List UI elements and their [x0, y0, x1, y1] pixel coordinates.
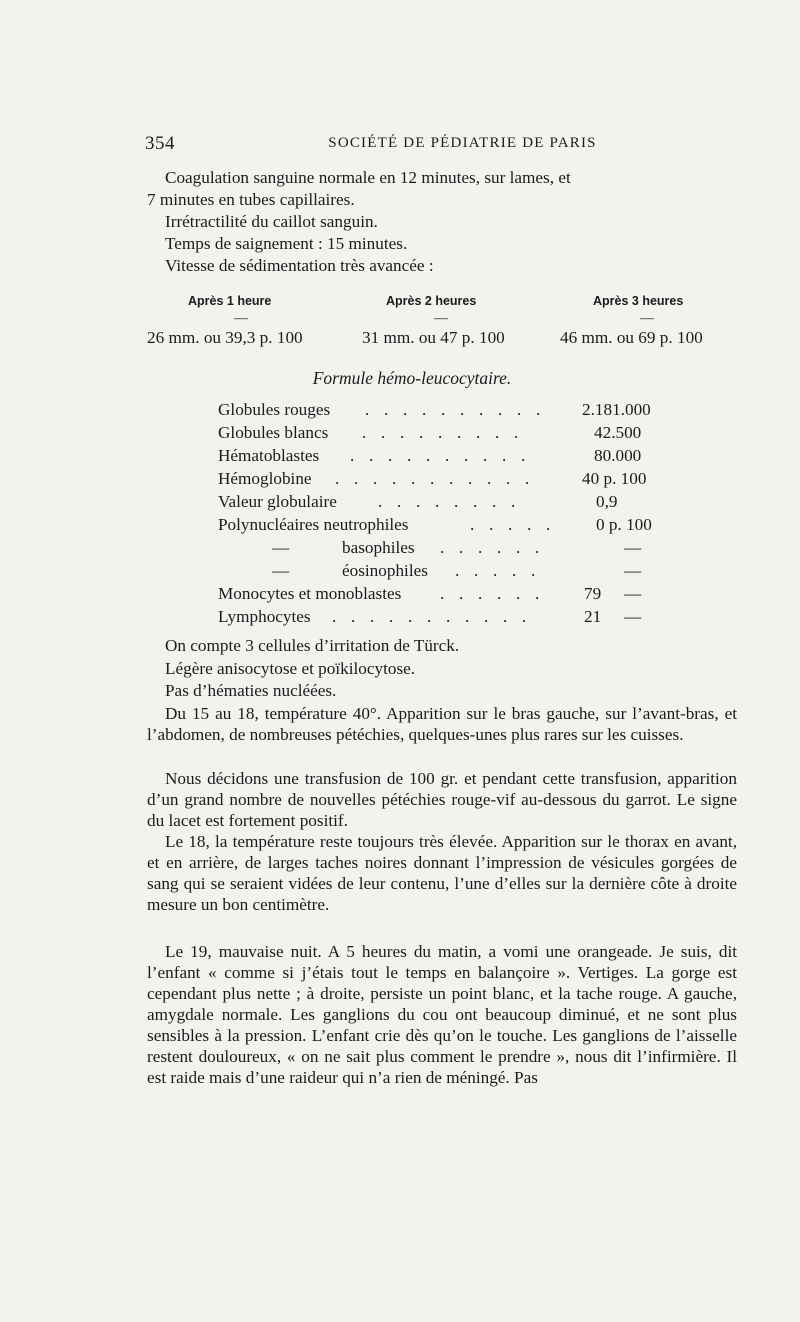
row-label: basophiles [342, 538, 415, 557]
body-paragraph: Le 18, la température reste toujours très élevée. Apparition sur le thorax en avant, et en arrière, de larges taches noires donnant l’impression de vésicules gorgées de sang qui se seraient vidées de leur contenu, l’une d’elles sur la dernière côte à droite mesure un bon centimètre. [147, 832, 737, 914]
sedimentation-heading: Après 1 heure [188, 294, 272, 308]
sedimentation-dash: — [434, 311, 448, 326]
row-value: 0,9 [596, 492, 618, 511]
page-number: 354 [145, 133, 175, 154]
row-value: 80.000 [594, 446, 642, 465]
row-dots: . . . . . . [440, 584, 545, 603]
row-dots: . . . . . [455, 561, 541, 580]
row-label: Lymphocytes [218, 607, 311, 626]
intro-line: Vitesse de sédimentation très avancée : [165, 256, 434, 275]
row-dots: . . . . . . . . [378, 492, 521, 511]
intro-line: Coagulation sanguine normale en 12 minutes, sur lames, et [165, 168, 571, 187]
row-value: — [624, 561, 642, 580]
sedimentation-dash: — [234, 311, 248, 326]
ditto-dash: — [624, 584, 642, 603]
row-dots: . . . . . . . . . . [350, 446, 531, 465]
row-value: 21 [584, 607, 602, 626]
intro-line: Irrétractilité du caillot sanguin. [165, 212, 378, 231]
note-line: Légère anisocytose et poïkilocytose. [165, 659, 416, 678]
row-label: Globules blancs [218, 423, 329, 442]
row-dots: . . . . . . . . . . . [335, 469, 535, 488]
sedimentation-heading: Après 3 heures [593, 294, 684, 308]
row-label: Polynucléaires neutrophiles [218, 515, 409, 534]
row-dots: . . . . . . [440, 538, 545, 557]
row-dots: . . . . . [470, 515, 556, 534]
row-dots: . . . . . . . . . . [365, 400, 546, 419]
body-paragraph: Du 15 au 18, température 40°. Apparition sur le bras gauche, sur l’avant-bras, et l’abdomen, de nombreuses pétéchies, quelques-unes plus rares sur les cuisses. [147, 704, 737, 744]
sedimentation-dash: — [640, 311, 654, 326]
row-label: Hémoglobine [218, 469, 312, 488]
row-value: — [624, 538, 642, 557]
row-value: 42.500 [594, 423, 642, 442]
formula-title: Formule hémo-leucocytaire. [312, 368, 512, 388]
row-label: Globules rouges [218, 400, 331, 419]
running-title: SOCIÉTÉ DE PÉDIATRIE DE PARIS [328, 135, 597, 151]
intro-line: 7 minutes en tubes capillaires. [147, 190, 355, 209]
row-label: Valeur globulaire [218, 492, 337, 511]
intro-line: Temps de saignement : 15 minutes. [165, 234, 408, 253]
row-value: 0 p. 100 [596, 515, 652, 534]
row-dots: . . . . . . . . . [362, 423, 524, 442]
row-value: 79 [584, 584, 602, 603]
ditto-dash: — [272, 538, 290, 557]
row-label: Hématoblastes [218, 446, 320, 465]
sedimentation-value: 26 mm. ou 39,3 p. 100 [147, 328, 303, 347]
page-header [145, 133, 740, 157]
sedimentation-heading: Après 2 heures [386, 294, 477, 308]
row-label: éosinophiles [342, 561, 428, 580]
row-value: 2.181.000 [582, 400, 651, 419]
body-paragraph: Le 19, mauvaise nuit. A 5 heures du matin, a vomi une orangeade. Je suis, dit l’enfant « comme si j’étais tout le temps en balançoire ». Vertiges. La gorge est cependant plus nette ; à droite, persiste un point blanc, et la tache rouge. A gauche, amygdale normale. Les ganglions du cou ont beaucoup diminué, et ne sont plus sensibles à la pression. L’enfant crie dès qu’on le touche. Les ganglions de l’aisselle restent douloureux, « on ne sait plus comment le prendre », nous dit l’infirmière. Il est raide mais d’une raideur qui n’a rien de méningé. Pas [147, 942, 737, 1087]
sedimentation-value: 31 mm. ou 47 p. 100 [362, 328, 505, 347]
body-paragraph: Nous décidons une transfusion de 100 gr. et pendant cette transfusion, apparition d’un grand nombre de nouvelles pétéchies rouge-vif au-dessous du garrot. Le signe du lacet est fortement positif. [147, 769, 737, 830]
note-line: Pas d’hématies nucléées. [165, 681, 337, 700]
note-line: On compte 3 cellules d’irritation de Türck. [165, 636, 460, 655]
row-dots: . . . . . . . . . . . [332, 607, 532, 626]
sedimentation-value: 46 mm. ou 69 p. 100 [560, 328, 703, 347]
ditto-dash: — [272, 561, 290, 580]
row-label: Monocytes et monoblastes [218, 584, 402, 603]
row-value: 40 p. 100 [582, 469, 647, 488]
ditto-dash: — [624, 607, 642, 626]
